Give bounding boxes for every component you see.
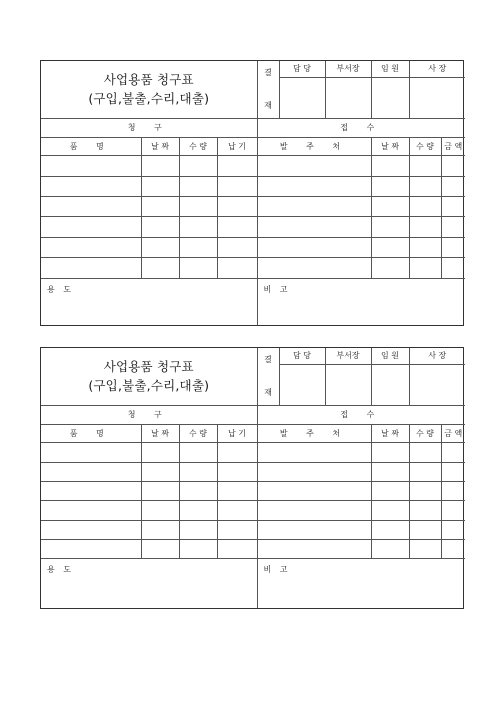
approval-role-executive: 임 원	[371, 61, 409, 77]
approval-label: 결 재	[257, 348, 279, 405]
approval-sign-executive[interactable]	[371, 77, 409, 118]
col-receipt-date: 날 짜	[371, 137, 409, 155]
table-row[interactable]	[41, 217, 465, 237]
form-title-line1: 사업용품 청구표	[103, 72, 194, 88]
col-receipt-date: 날 짜	[371, 424, 409, 442]
table-row[interactable]	[41, 462, 465, 481]
col-receipt-qty: 수 량	[409, 424, 441, 442]
table-row[interactable]	[41, 501, 465, 520]
column-header-row	[41, 424, 465, 442]
approval-sign-president[interactable]	[409, 77, 465, 118]
approval-sign-executive[interactable]	[371, 364, 409, 405]
remarks-field[interactable]: 비 고	[257, 278, 465, 325]
table-row[interactable]	[41, 482, 465, 501]
col-request-qty: 수 량	[179, 137, 217, 155]
approval-role-dept-head: 부서장	[325, 61, 371, 77]
table-row[interactable]	[41, 237, 465, 257]
approval-sign-dept-head[interactable]	[325, 364, 371, 405]
col-receipt-qty: 수 량	[409, 137, 441, 155]
approval-sign-staff[interactable]	[279, 364, 325, 405]
col-due-date: 납 기	[217, 424, 257, 442]
receipt-section-header: 접 수	[257, 118, 465, 137]
table-row[interactable]	[41, 197, 465, 217]
approval-sign-staff[interactable]	[279, 77, 325, 118]
request-form-table	[41, 61, 465, 325]
approval-role-president: 사 장	[409, 61, 465, 77]
col-request-date: 날 짜	[141, 137, 179, 155]
request-section-header: 청 구	[41, 118, 257, 137]
approval-role-president: 사 장	[409, 348, 465, 364]
col-item-name: 품 명	[41, 137, 141, 155]
col-request-qty: 수 량	[179, 424, 217, 442]
table-row[interactable]	[41, 156, 465, 176]
col-amount: 금 액	[441, 424, 465, 442]
col-request-date: 날 짜	[141, 424, 179, 442]
form-title	[41, 348, 257, 405]
request-form-2	[40, 347, 464, 609]
table-row[interactable]	[41, 443, 465, 462]
col-due-date: 납 기	[217, 137, 257, 155]
form-title	[41, 61, 257, 118]
request-form-table	[41, 348, 465, 608]
approval-label: 결 재	[257, 61, 279, 118]
approval-sign-president[interactable]	[409, 364, 465, 405]
table-row[interactable]	[41, 176, 465, 196]
approval-role-executive: 임 원	[371, 348, 409, 364]
purpose-field[interactable]: 용 도	[41, 559, 257, 608]
column-header-row	[41, 137, 465, 155]
receipt-section-header: 접 수	[257, 405, 465, 424]
request-form-1	[40, 60, 464, 326]
purpose-field[interactable]: 용 도	[41, 278, 257, 325]
remarks-field[interactable]: 비 고	[257, 559, 465, 608]
col-supplier: 발 주 처	[257, 424, 371, 442]
request-section-header: 청 구	[41, 405, 257, 424]
col-item-name: 품 명	[41, 424, 141, 442]
approval-sign-dept-head[interactable]	[325, 77, 371, 118]
form-title-line1: 사업용품 청구표	[103, 359, 194, 375]
table-row[interactable]	[41, 520, 465, 539]
table-row[interactable]	[41, 540, 465, 559]
col-supplier: 발 주 처	[257, 137, 371, 155]
form-title-line2: (구입,불출,수리,대출)	[88, 91, 210, 107]
col-amount: 금 액	[441, 137, 465, 155]
table-row[interactable]	[41, 258, 465, 278]
approval-role-staff: 담 당	[279, 348, 325, 364]
approval-role-dept-head: 부서장	[325, 348, 371, 364]
form-title-line2: (구입,불출,수리,대출)	[88, 378, 210, 394]
approval-role-staff: 담 당	[279, 61, 325, 77]
